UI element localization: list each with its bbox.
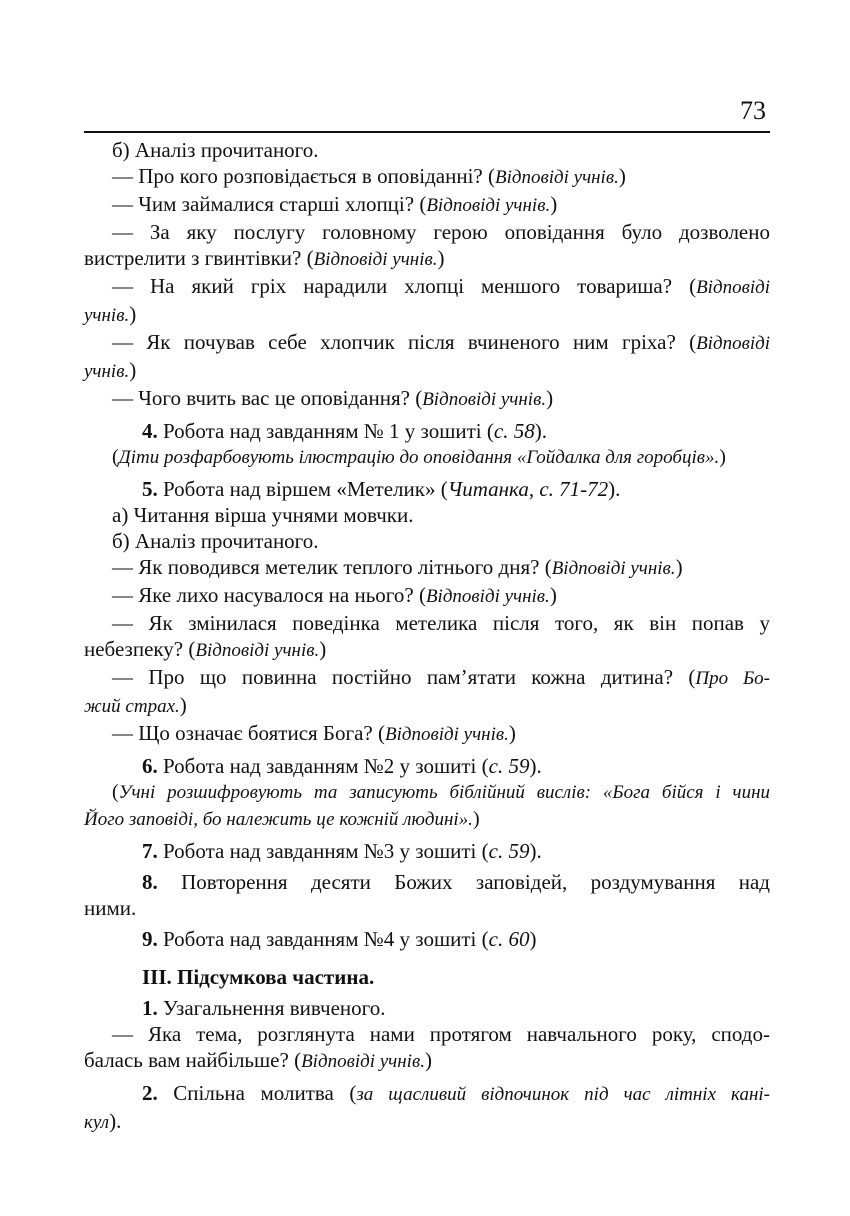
page-body bbox=[84, 137, 770, 1136]
question-text: — Чого вчить вас це оповідання? ( bbox=[112, 386, 423, 410]
task-line-cont bbox=[84, 895, 770, 921]
question-text: — Про що повинна постійно пам’ятати кожна дитина? ( bbox=[112, 665, 696, 689]
task-line bbox=[84, 1080, 770, 1108]
question-line-cont bbox=[84, 245, 770, 273]
task-number: 7. bbox=[142, 839, 158, 863]
line-analysis-heading bbox=[84, 137, 770, 163]
paren: ) bbox=[549, 583, 557, 607]
task-text: Робота над завданням №2 у зошиті ( bbox=[157, 754, 489, 778]
question-line bbox=[84, 273, 770, 301]
note-text: за щасливий відпочинок під час літніх кані- bbox=[356, 1084, 770, 1105]
paren: ) bbox=[437, 246, 445, 270]
task-line bbox=[84, 753, 770, 779]
answer-note: Відповіді учнів. bbox=[385, 724, 509, 745]
task-number: 1. bbox=[142, 996, 158, 1020]
note-text: кул bbox=[84, 1112, 110, 1133]
answer-note: жий страх. bbox=[84, 696, 180, 717]
question-line bbox=[84, 1021, 770, 1047]
question-line-cont bbox=[84, 301, 770, 329]
text: б) Аналіз прочитаного. bbox=[112, 529, 319, 553]
paren: ( bbox=[112, 781, 119, 803]
section-heading: ІІІ. Підсумкова частина. bbox=[142, 965, 375, 989]
answer-note: Про Бо- bbox=[695, 668, 770, 689]
page-ref: с. 58 bbox=[493, 419, 535, 443]
task-text: Робота над завданням №3 у зошиті ( bbox=[157, 839, 489, 863]
page-ref: Читанка, с. 71-72 bbox=[447, 477, 609, 501]
task-line bbox=[84, 418, 770, 444]
answer-note: Відповіді учнів. bbox=[301, 1051, 425, 1072]
task-text: Спільна молитва ( bbox=[157, 1081, 357, 1105]
task-note bbox=[84, 444, 770, 471]
paren: ) bbox=[550, 192, 558, 216]
question-line bbox=[84, 582, 770, 610]
page-ref: с. 59 bbox=[488, 754, 530, 778]
page-ref: с. 60 bbox=[488, 927, 530, 951]
task-line bbox=[84, 869, 770, 895]
paren: ( bbox=[112, 446, 119, 468]
answer-note: Відповіді учнів. bbox=[551, 558, 676, 579]
question-text: балась вам найбільше? ( bbox=[84, 1048, 302, 1072]
question-text: — Про кого розповідається в оповіданні? ( bbox=[112, 164, 495, 188]
task-text: Узагальнення вивченого. bbox=[157, 996, 386, 1020]
paren: ). bbox=[608, 477, 621, 501]
question-text: — Як почував себе хлопчик після вчиненого ним гріха? ( bbox=[112, 330, 697, 354]
question-text: небезпеку? ( bbox=[84, 637, 196, 661]
paren: ) bbox=[129, 302, 137, 326]
text: б) Аналіз прочитаного. bbox=[112, 138, 319, 162]
question-line bbox=[84, 385, 770, 413]
task-number: 6. bbox=[142, 754, 158, 778]
question-line bbox=[84, 664, 770, 692]
paren: ). bbox=[529, 839, 542, 863]
question-text: — Яке лихо насувалося на нього? ( bbox=[112, 583, 426, 607]
answer-note: Відповіді bbox=[696, 333, 770, 354]
task-text: Робота над завданням №4 у зошиті ( bbox=[157, 927, 489, 951]
task-text: Робота над віршем «Метелик» ( bbox=[157, 477, 448, 501]
task-number: 5. bbox=[142, 477, 158, 501]
answer-note: Відповіді учнів. bbox=[426, 195, 551, 216]
header-rule bbox=[84, 131, 770, 133]
question-line bbox=[84, 329, 770, 357]
task-line bbox=[84, 995, 770, 1021]
question-line-cont bbox=[84, 357, 770, 385]
note-text: Його заповіді, бо належить це кожній людині». bbox=[84, 809, 473, 830]
task-number: 9. bbox=[142, 927, 158, 951]
question-line bbox=[84, 554, 770, 582]
question-text: — Яка тема, розглянута нами протягом навчального року, сподо- bbox=[112, 1022, 770, 1046]
task-text: ними. bbox=[84, 896, 137, 920]
paren: ) bbox=[424, 1048, 432, 1072]
question-line-cont bbox=[84, 636, 770, 664]
question-text: — Як поводився метелик теплого літнього дня? ( bbox=[112, 555, 552, 579]
task-line bbox=[84, 476, 770, 502]
question-text: вистрелити з гвинтівки? ( bbox=[84, 246, 314, 270]
text: а) Читання вірша учнями мовчки. bbox=[112, 503, 414, 527]
question-line bbox=[84, 191, 770, 219]
paren: ) bbox=[529, 927, 537, 951]
question-line bbox=[84, 720, 770, 748]
answer-note: Відповіді учнів. bbox=[195, 640, 320, 661]
answer-note: Відповіді bbox=[696, 277, 770, 298]
task-number: 8. bbox=[142, 870, 158, 894]
paren: ) bbox=[179, 693, 187, 717]
answer-note: учнів. bbox=[84, 305, 130, 326]
paren: ). bbox=[534, 419, 547, 443]
paren: ) bbox=[546, 386, 554, 410]
paren: ) bbox=[319, 637, 327, 661]
paren: ) bbox=[618, 164, 626, 188]
question-text: — Як змінилася поведінка метелика після того, як він попав у bbox=[112, 611, 770, 635]
answer-note: учнів. bbox=[84, 361, 130, 382]
section-title bbox=[84, 964, 770, 990]
task-line bbox=[84, 926, 770, 952]
answer-note: Відповіді учнів. bbox=[422, 389, 547, 410]
task-note bbox=[84, 779, 770, 806]
paren: ). bbox=[529, 754, 542, 778]
answer-note: Відповіді учнів. bbox=[313, 249, 438, 270]
note-text: Діти розфарбовують ілюстрацію до оповідання «Гойдалка для горобців». bbox=[118, 447, 720, 468]
note-text: Учні розшифровують та записують біблійний вислів: «Бога бійся і чини bbox=[118, 782, 770, 803]
question-text: — На який гріх нарадили хлопці меншого товариша? ( bbox=[112, 274, 697, 298]
task-number: 2. bbox=[142, 1081, 158, 1105]
paren: ) bbox=[675, 555, 683, 579]
task-note-cont bbox=[84, 806, 770, 833]
paren: ) bbox=[719, 446, 726, 468]
sub-item bbox=[84, 502, 770, 528]
task-number: 4. bbox=[142, 419, 158, 443]
question-line bbox=[84, 219, 770, 245]
question-line-cont bbox=[84, 1047, 770, 1075]
question-text: — За яку послугу головному герою оповідання було дозволено bbox=[112, 220, 770, 244]
paren: ) bbox=[129, 358, 137, 382]
page-ref: с. 59 bbox=[488, 839, 530, 863]
answer-note: Відповіді учнів. bbox=[425, 586, 550, 607]
task-line-cont bbox=[84, 1108, 770, 1136]
question-text: — Що означає боятися Бога? ( bbox=[112, 721, 385, 745]
question-line bbox=[84, 610, 770, 636]
paren: ). bbox=[109, 1109, 122, 1133]
page-number: 73 bbox=[740, 96, 766, 125]
question-line bbox=[84, 163, 770, 191]
paren: ) bbox=[472, 808, 480, 830]
question-text: — Чим займалися старші хлопці? ( bbox=[112, 192, 427, 216]
answer-note: Відповіді учнів. bbox=[494, 167, 619, 188]
question-line-cont bbox=[84, 692, 770, 720]
paren: ) bbox=[508, 721, 516, 745]
task-line bbox=[84, 838, 770, 864]
task-text: Повторення десяти Божих заповідей, роздумування над bbox=[157, 870, 770, 894]
task-text: Робота над завданням № 1 у зошиті ( bbox=[157, 419, 494, 443]
sub-item bbox=[84, 528, 770, 554]
